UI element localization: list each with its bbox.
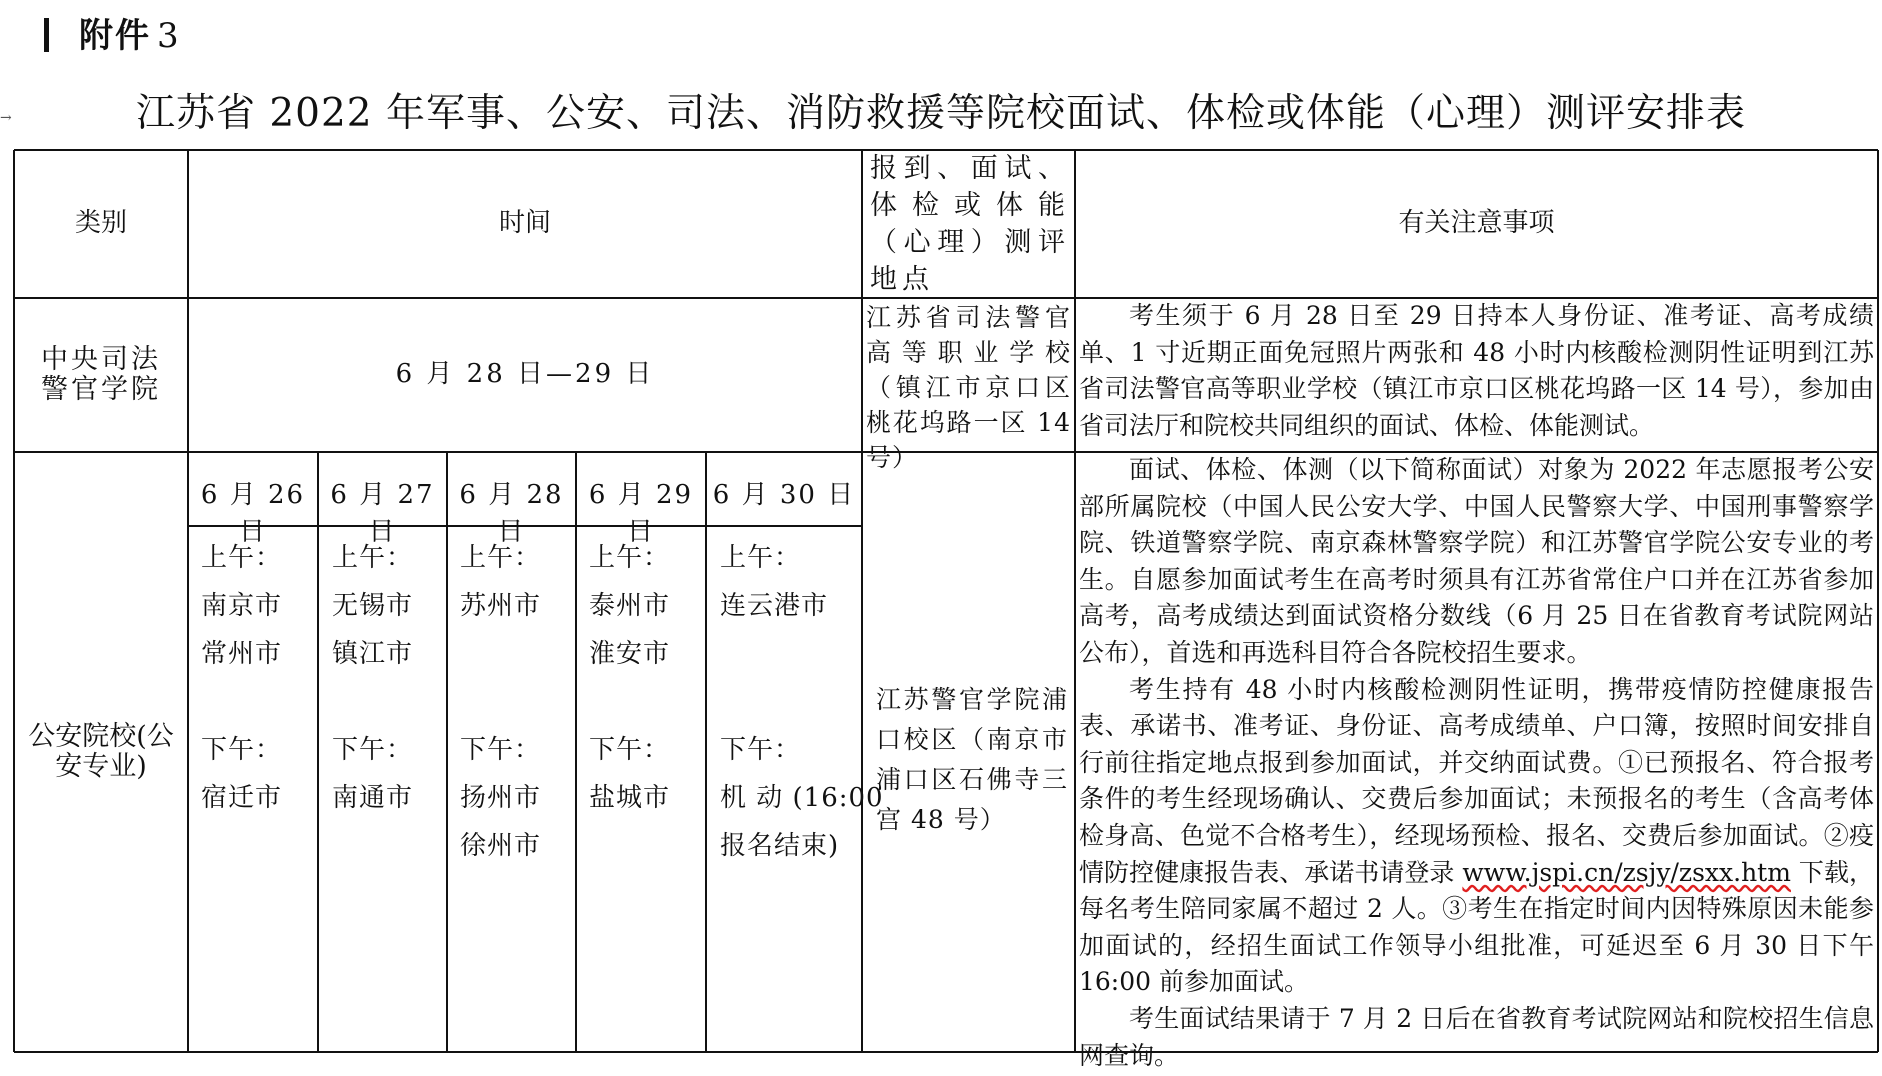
pm-label: 下午： [332, 735, 414, 765]
pm-city-1: 机 动 (16:00 [720, 783, 884, 813]
am-city-1: 苏州市 [460, 591, 542, 621]
pm-label: 下午： [720, 735, 802, 765]
date-day-3: 6 月 28 日 [459, 480, 564, 547]
notes-paragraph-2a: 考生持有 48 小时内核酸检测阴性证明，携带疫情防控健康报告表、承诺书、准考证、身份证、高考成绩单、户口簿，按照时间安排自行前往指定地点报到参加面试，并交纳面试费。①已预报名、符合报考条件的考生经现场确认、交费后参加面试；未预报名的考生（含高考体检身高、色觉不合格考生），经现场预检、报名、交费后参加面试。②疫情防控健康报告表、承诺书请登录 [1079, 674, 1874, 887]
schedule-day-4 [589, 534, 670, 870]
notes-paragraph-2b: 下载，每名考生陪同家属不超过 2 人。③考生在指定时间内因特殊原因未能参加面试的，经招生面试工作领导小组批准，可延迟至 6 月 30 日下午 16:00 前参加面试。 [1079, 857, 1874, 997]
date-day-4: 6 月 29 日 [588, 480, 694, 547]
download-url: www.jspi.cn/zsjy/zsxx.htm [1462, 857, 1791, 887]
am-city-2: 淮安市 [589, 639, 671, 669]
row2-category: 公安院校(公安专业) [28, 721, 174, 782]
pm-label: 下午： [201, 735, 283, 765]
date-day-2: 6 月 27 日 [330, 480, 435, 547]
row2-notes [1075, 452, 1878, 1074]
notes-paragraph-3: 考生面试结果请于 7 月 2 日后在省教育考试院网站和院校招生信息网查询。 [1079, 1003, 1874, 1070]
row1-notes [1075, 298, 1878, 444]
row2-location: 江苏警官学院浦口校区（南京市浦口区石佛寺三宫 48 号） [876, 685, 1068, 834]
attachment-number: 3 [157, 16, 181, 56]
pm-city-2: 报名结束) [720, 831, 840, 861]
pm-city-2 [201, 822, 282, 870]
am-city-1: 连云港市 [720, 591, 829, 621]
schedule-day-2 [332, 534, 413, 870]
pm-city-1: 盐城市 [589, 783, 671, 813]
am-city-1: 泰州市 [589, 591, 671, 621]
am-city-2 [460, 630, 541, 678]
am-label: 上午： [460, 543, 542, 573]
schedule-day-3 [460, 534, 541, 870]
am-city-1: 无锡市 [332, 591, 414, 621]
pm-city-2: 徐州市 [460, 831, 542, 861]
row1-location: 江苏省司法警官高等职业学校（镇江市京口区桃花坞路一区 14 号） [866, 303, 1071, 472]
row1-notes-text: 考生须于 6 月 28 日至 29 日持本人身份证、准考证、高考成绩单、1 寸近期正面免冠照片两张和 48 小时内核酸检测阴性证明到江苏省司法警官高等职业学校（镇江市京口区桃花坞路一区 14 号），参加由省司法厅和院校共同组织的面试、体检、体能测试。 [1079, 301, 1874, 440]
date-day-1: 6 月 26 日 [200, 480, 306, 547]
am-city-1: 南京市 [201, 591, 283, 621]
pm-label: 下午： [460, 735, 542, 765]
am-label: 上午： [332, 543, 414, 573]
notes-paragraph-1: 面试、体检、体测（以下简称面试）对象为 2022 年志愿报考公安部所属院校（中国人民公安大学、中国人民警察大学、中国刑事警察学院、铁道警察学院、南京森林警察学院）和江苏警官学院公安专业的考生。自愿参加面试考生在高考时须具有江苏省常住户口并在江苏省参加高考，高考成绩达到面试资格分数线（6 月 25 日在省教育考试院网站公布），首选和再选科目符合各院校招生要求。 [1079, 455, 1874, 667]
am-label: 上午： [201, 543, 283, 573]
pm-city-1: 扬州市 [460, 783, 542, 813]
schedule-day-5 [720, 534, 884, 870]
pm-city-1: 宿迁市 [201, 783, 283, 813]
attachment-text: 附件 [79, 16, 151, 56]
am-city-2: 镇江市 [332, 639, 414, 669]
row1-time: 6 月 28 日—29 日 [395, 359, 655, 390]
am-label: 上午： [589, 543, 671, 573]
header-category: 类别 [74, 208, 127, 239]
pm-city-2 [332, 822, 413, 870]
pm-label: 下午： [589, 735, 671, 765]
notes-paragraph-2 [1079, 672, 1874, 1001]
date-day-5: 6 月 30 日 [712, 480, 856, 510]
schedule-day-1 [201, 534, 282, 870]
header-time: 时间 [498, 208, 551, 239]
row1-category: 中央司法警官学院 [41, 344, 161, 405]
am-city-2 [720, 630, 884, 678]
arrow-right-icon: → [0, 110, 12, 126]
pm-city-1: 南通市 [332, 783, 414, 813]
am-city-2: 常州市 [201, 639, 283, 669]
pm-city-2 [589, 822, 670, 870]
header-location: 报到、面试、体检或体能（心理）测评地点 [870, 153, 1070, 295]
page-title: 江苏省 2022 年军事、公安、司法、消防救援等院校面试、体检或体能（心理）测评安排表 [135, 91, 1747, 136]
am-label: 上午： [720, 543, 802, 573]
header-notes: 有关注意事项 [1398, 208, 1555, 239]
